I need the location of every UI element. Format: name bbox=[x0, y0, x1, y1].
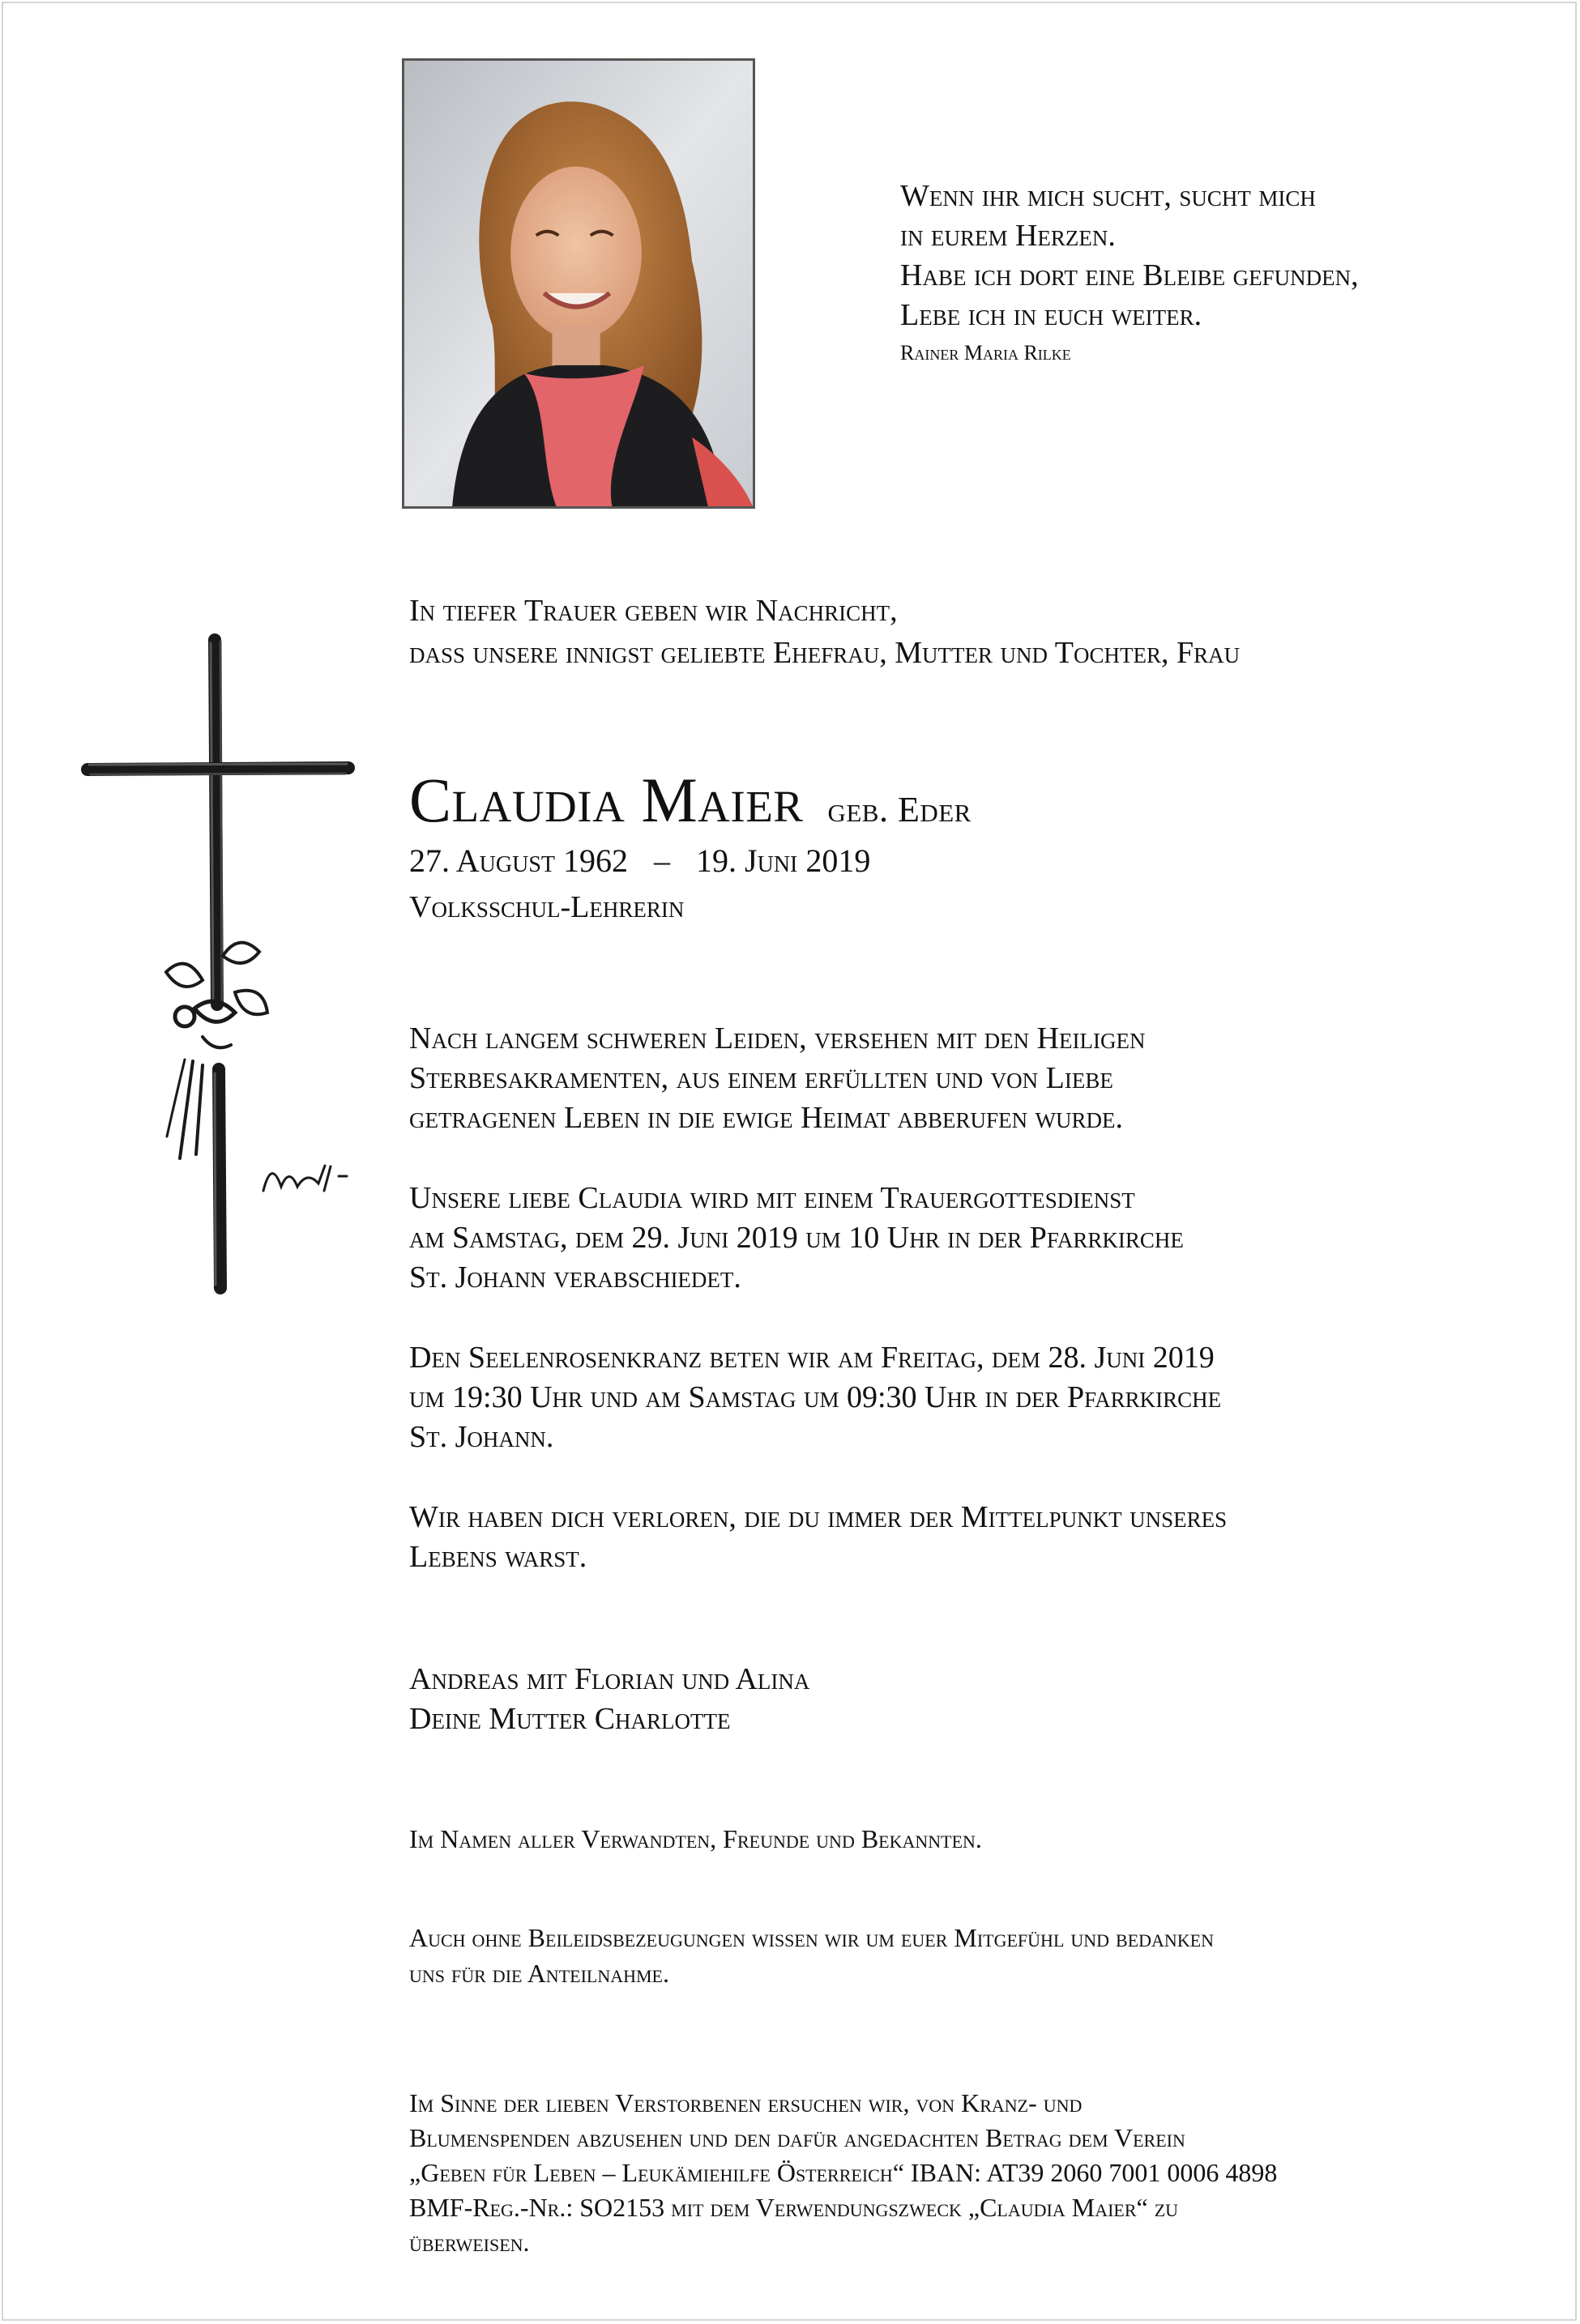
quote-line: Habe ich dort eine Bleibe gefunden, bbox=[900, 258, 1359, 292]
date-separator: – bbox=[654, 842, 671, 879]
paragraph-line: getragenen Leben in die ewige Heimat abberufen wurde. bbox=[409, 1101, 1124, 1135]
paragraph-line: Wir haben dich verloren, die du immer der Mittelpunkt unseres bbox=[409, 1500, 1228, 1534]
quote-line: in eurem Herzen. bbox=[900, 219, 1116, 253]
portrait-photo bbox=[402, 58, 755, 509]
family-mourners bbox=[409, 1660, 1544, 1739]
quote-author: Rainer Maria Rilke bbox=[900, 341, 1071, 365]
paragraph-line: Den Seelenrosenkranz beten wir am Freitag, dem 28. Juni 2019 bbox=[409, 1341, 1215, 1375]
birth-date: 27. August 1962 bbox=[409, 842, 629, 879]
paragraph-line: Lebens warst. bbox=[409, 1540, 587, 1574]
family-line: Andreas mit Florian und Alina bbox=[409, 1662, 810, 1696]
donation-line: Im Sinne der lieben Verstorbenen ersuchen wir, von Kranz- und bbox=[409, 2088, 1083, 2117]
paragraph-line: am Samstag, dem 29. Juni 2019 um 10 Uhr in der Pfarrkirche bbox=[409, 1221, 1184, 1255]
donation-line: Blumenspenden abzusehen und den dafür angedachten Betrag dem Verein bbox=[409, 2123, 1185, 2152]
paragraph-line: St. Johann verabschiedet. bbox=[409, 1260, 741, 1294]
death-date: 19. Juni 2019 bbox=[696, 842, 871, 879]
paragraph-passing bbox=[409, 1019, 1544, 1138]
family-line: Deine Mutter Charlotte bbox=[409, 1702, 731, 1736]
deceased-name-heading bbox=[409, 761, 1544, 849]
portrait-illustration bbox=[404, 61, 753, 506]
paragraph-line: St. Johann. bbox=[409, 1420, 554, 1454]
paragraph-farewell bbox=[409, 1498, 1544, 1577]
donation-request bbox=[409, 2086, 1544, 2260]
intro-announcement bbox=[409, 590, 1544, 674]
paragraph-funeral-service bbox=[409, 1179, 1544, 1298]
paragraph-line: Sterbesakramenten, aus einem erfüllten und von Liebe bbox=[409, 1061, 1113, 1095]
paragraph-line: Nach langem schweren Leiden, versehen mit den Heiligen bbox=[409, 1021, 1146, 1055]
intro-line: In tiefer Trauer geben wir Nachricht, bbox=[409, 594, 898, 628]
intro-line: dass unsere innigst geliebte Ehefrau, Mutter und Tochter, Frau bbox=[409, 636, 1241, 670]
profession: Volksschul-Lehrerin bbox=[409, 890, 685, 924]
cross-drawing-icon bbox=[81, 632, 357, 1296]
quote-line: Wenn ihr mich sucht, sucht mich bbox=[900, 179, 1316, 213]
thanks-note bbox=[409, 1920, 1544, 1991]
donation-line: „Geben für Leben – Leukämiehilfe Österreich“ IBAN: AT39 2060 7001 0006 4898 bbox=[409, 2158, 1278, 2187]
on-behalf-line: Im Namen aller Verwandten, Freunde und Bekannten. bbox=[409, 1824, 982, 1853]
deceased-name: Claudia Maier bbox=[409, 765, 804, 835]
donation-line: BMF-Reg.-Nr.: SO2153 mit dem Verwendungszweck „Claudia Maier“ zu bbox=[409, 2193, 1179, 2222]
quote-line: Lebe ich in euch weiter. bbox=[900, 298, 1202, 332]
thanks-line: uns für die Anteilnahme. bbox=[409, 1959, 669, 1988]
donation-line: überweisen. bbox=[409, 2228, 530, 2257]
deceased-birth-name: geb. Eder bbox=[827, 790, 971, 829]
paragraph-line: um 19:30 Uhr und am Samstag um 09:30 Uhr in der Pfarrkirche bbox=[409, 1380, 1222, 1414]
thanks-line: Auch ohne Beileidsbezeugungen wissen wir um euer Mitgefühl und bedanken bbox=[409, 1923, 1215, 1952]
paragraph-line: Unsere liebe Claudia wird mit einem Trauergottesdienst bbox=[409, 1181, 1135, 1215]
quote-block bbox=[900, 177, 1540, 368]
paragraph-rosary bbox=[409, 1338, 1544, 1457]
life-dates bbox=[409, 839, 1544, 883]
